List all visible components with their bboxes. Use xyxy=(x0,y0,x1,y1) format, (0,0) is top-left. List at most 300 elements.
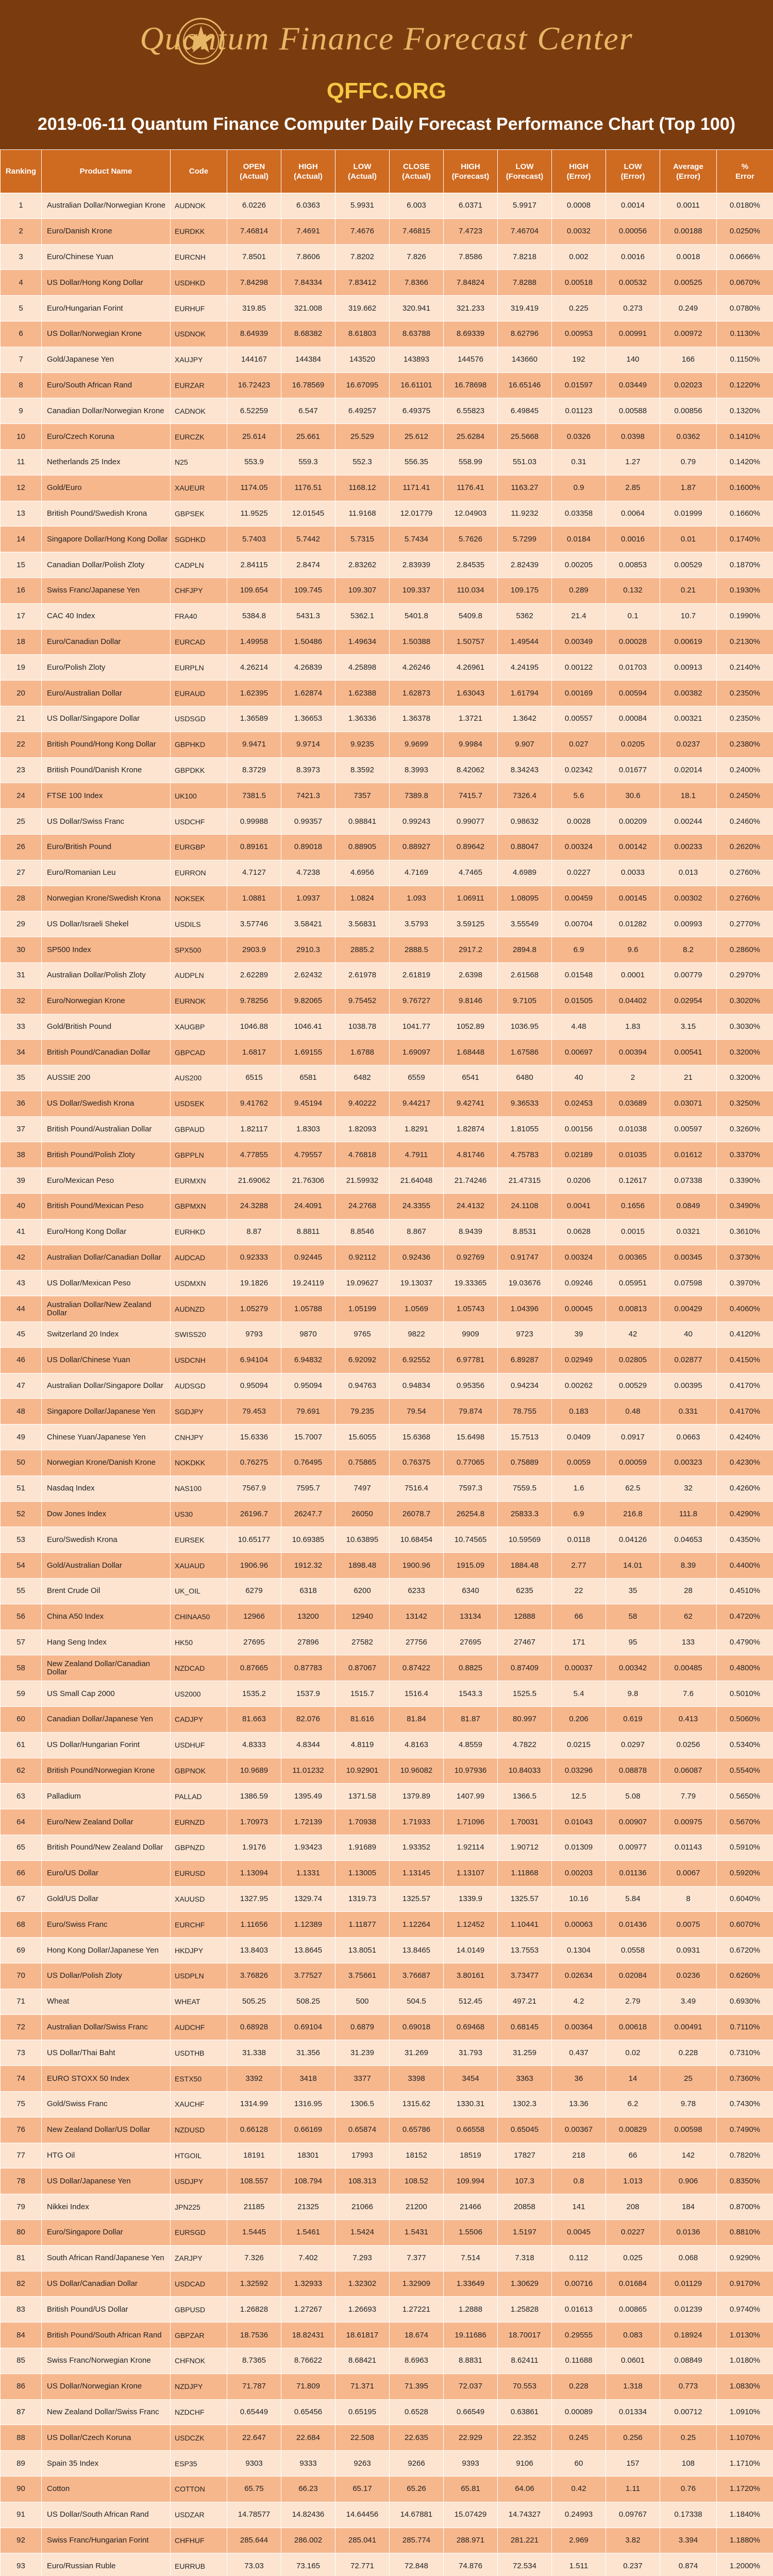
table-row xyxy=(1,218,773,244)
value-cell: 13.7553 xyxy=(498,1938,552,1963)
value-cell: 9.41762 xyxy=(227,1091,281,1116)
value-cell: 16.61101 xyxy=(390,372,444,398)
value-cell: 0.1420% xyxy=(717,449,773,475)
value-cell: 0.00028 xyxy=(606,629,660,655)
value-cell: 5409.8 xyxy=(444,603,498,629)
value-cell: 6541 xyxy=(444,1065,498,1091)
value-cell: 0.65456 xyxy=(281,2399,335,2425)
value-cell: 0.7310% xyxy=(717,2040,773,2066)
code-cell: AUDNZD xyxy=(171,1296,227,1322)
product-name-cell: US Dollar/Singapore Dollar xyxy=(42,706,171,732)
table-row xyxy=(1,2014,773,2040)
value-cell: 1.62388 xyxy=(335,681,390,706)
value-cell: 1.11877 xyxy=(335,1912,390,1938)
value-cell: 0.0227 xyxy=(552,860,606,886)
column-header: Product Name xyxy=(42,150,171,193)
value-cell: 0.0014 xyxy=(606,193,660,219)
product-name-cell: Canadian Dollar/Japanese Yen xyxy=(42,1707,171,1733)
value-cell: 3.77527 xyxy=(281,1963,335,1989)
value-cell: 4.8333 xyxy=(227,1732,281,1758)
value-cell: 27756 xyxy=(390,1630,444,1655)
value-cell: 0.00323 xyxy=(660,1450,717,1476)
value-cell: 4.48 xyxy=(552,1014,606,1040)
value-cell: 1.318 xyxy=(606,2374,660,2399)
value-cell: 0.0326 xyxy=(552,424,606,450)
value-cell: 3398 xyxy=(390,2066,444,2092)
value-cell: 143660 xyxy=(498,347,552,372)
value-cell: 7357 xyxy=(335,783,390,809)
value-cell: 0.94834 xyxy=(390,1373,444,1399)
value-cell: 1327.95 xyxy=(227,1886,281,1912)
value-cell: 73.03 xyxy=(227,2553,281,2576)
value-cell: 0.01597 xyxy=(552,372,606,398)
value-cell: 0.1 xyxy=(606,603,660,629)
value-cell: 1.5431 xyxy=(390,2219,444,2245)
value-cell: 26247.7 xyxy=(281,1501,335,1527)
value-cell: 0.3370% xyxy=(717,1142,773,1168)
value-cell: 0.0398 xyxy=(606,424,660,450)
ranking-cell: 33 xyxy=(1,1014,42,1040)
code-cell: US2000 xyxy=(171,1681,227,1707)
value-cell: 0.92112 xyxy=(335,1245,390,1270)
value-cell: 79.691 xyxy=(281,1399,335,1425)
table-row xyxy=(1,860,773,886)
value-cell: 81.87 xyxy=(444,1707,498,1733)
value-cell: 0.00045 xyxy=(552,1296,606,1322)
product-name-cell: Dow Jones Index xyxy=(42,1501,171,1527)
value-cell: 3418 xyxy=(281,2066,335,2092)
value-cell: 0.66549 xyxy=(444,2399,498,2425)
value-cell: 5.9917 xyxy=(498,193,552,219)
value-cell: 0.02084 xyxy=(606,1963,660,1989)
value-cell: 82.076 xyxy=(281,1707,335,1733)
value-cell: 4.76818 xyxy=(335,1142,390,1168)
value-cell: 3454 xyxy=(444,2066,498,2092)
value-cell: 25.612 xyxy=(390,424,444,450)
ranking-cell: 38 xyxy=(1,1142,42,1168)
value-cell: 0.025 xyxy=(606,2245,660,2271)
value-cell: 0.3260% xyxy=(717,1116,773,1142)
value-cell: 8.68382 xyxy=(281,321,335,347)
value-cell: 0.5060% xyxy=(717,1707,773,1733)
ranking-cell: 57 xyxy=(1,1630,42,1655)
value-cell: 1535.2 xyxy=(227,1681,281,1707)
value-cell: 4.7465 xyxy=(444,860,498,886)
value-cell: 7389.8 xyxy=(390,783,444,809)
table-row xyxy=(1,1194,773,1219)
code-cell: EURPLN xyxy=(171,655,227,681)
value-cell: 11.9525 xyxy=(227,501,281,527)
code-cell: AUDCHF xyxy=(171,2014,227,2040)
code-cell: USDILS xyxy=(171,911,227,937)
value-cell: 2.85 xyxy=(606,475,660,501)
code-cell: EURUSD xyxy=(171,1860,227,1886)
value-cell: 7.83412 xyxy=(335,270,390,296)
product-name-cell: Gold/US Dollar xyxy=(42,1886,171,1912)
ranking-cell: 8 xyxy=(1,372,42,398)
table-row xyxy=(1,1630,773,1655)
value-cell: 0.2860% xyxy=(717,937,773,963)
value-cell: 6.97781 xyxy=(444,1347,498,1373)
value-cell: 321.233 xyxy=(444,296,498,321)
value-cell: 0.2380% xyxy=(717,732,773,757)
value-cell: 1.06911 xyxy=(444,886,498,911)
value-cell: 208 xyxy=(606,2194,660,2220)
ranking-cell: 20 xyxy=(1,681,42,706)
value-cell: 10.7 xyxy=(660,603,717,629)
product-name-cell: US Dollar/Thai Baht xyxy=(42,2040,171,2066)
value-cell: 143520 xyxy=(335,347,390,372)
value-cell: 6200 xyxy=(335,1579,390,1604)
value-cell: 5384.8 xyxy=(227,603,281,629)
ranking-cell: 85 xyxy=(1,2348,42,2374)
code-cell: USDCNH xyxy=(171,1347,227,1373)
value-cell: 0.00529 xyxy=(606,1373,660,1399)
value-cell: 9870 xyxy=(281,1322,335,1348)
table-row xyxy=(1,629,773,655)
value-cell: 0.4060% xyxy=(717,1296,773,1322)
value-cell: 6.89287 xyxy=(498,1347,552,1373)
value-cell: 1.1720% xyxy=(717,2476,773,2502)
ranking-cell: 86 xyxy=(1,2374,42,2399)
value-cell: 24.2768 xyxy=(335,1194,390,1219)
value-cell: 1366.5 xyxy=(498,1784,552,1809)
site-url[interactable]: QFFC.ORG xyxy=(326,78,447,104)
value-cell: 2888.5 xyxy=(390,937,444,963)
product-name-cell: Norwegian Krone/Swedish Krona xyxy=(42,886,171,911)
value-cell: 8 xyxy=(660,1886,717,1912)
value-cell: 10.59569 xyxy=(498,1527,552,1553)
value-cell: 0.6720% xyxy=(717,1938,773,1963)
value-cell: 19.24119 xyxy=(281,1270,335,1296)
value-cell: 0.95094 xyxy=(281,1373,335,1399)
code-cell: ZARJPY xyxy=(171,2245,227,2271)
value-cell: 1.5424 xyxy=(335,2219,390,2245)
value-cell: 26078.7 xyxy=(390,1501,444,1527)
value-cell: 6480 xyxy=(498,1065,552,1091)
ranking-cell: 26 xyxy=(1,834,42,860)
code-cell: US30 xyxy=(171,1501,227,1527)
value-cell: 1306.5 xyxy=(335,2091,390,2117)
value-cell: 8.9439 xyxy=(444,1219,498,1245)
value-cell: 8.8531 xyxy=(498,1219,552,1245)
table-row xyxy=(1,296,773,321)
value-cell: 1900.96 xyxy=(390,1553,444,1579)
value-cell: 0.0362 xyxy=(660,424,717,450)
table-row xyxy=(1,1912,773,1938)
ranking-cell: 69 xyxy=(1,1938,42,1963)
code-cell: SPX500 xyxy=(171,937,227,963)
value-cell: 9.9984 xyxy=(444,732,498,757)
value-cell: 0.6040% xyxy=(717,1886,773,1912)
value-cell: 10.96082 xyxy=(390,1758,444,1784)
value-cell: 10.84033 xyxy=(498,1758,552,1784)
value-cell: 2917.2 xyxy=(444,937,498,963)
value-cell: 79.453 xyxy=(227,1399,281,1425)
value-cell: 1.70973 xyxy=(227,1809,281,1835)
value-cell: 7.326 xyxy=(227,2245,281,2271)
value-cell: 288.971 xyxy=(444,2528,498,2553)
value-cell: 16.72423 xyxy=(227,372,281,398)
value-cell: 1329.74 xyxy=(281,1886,335,1912)
ranking-cell: 50 xyxy=(1,1450,42,1476)
value-cell: 0.76275 xyxy=(227,1450,281,1476)
value-cell: 1168.12 xyxy=(335,475,390,501)
value-cell: 1.5461 xyxy=(281,2219,335,2245)
value-cell: 4.26246 xyxy=(390,655,444,681)
value-cell: 71.371 xyxy=(335,2374,390,2399)
value-cell: 0.92445 xyxy=(281,1245,335,1270)
value-cell: 66 xyxy=(606,2143,660,2168)
value-cell: 0.0849 xyxy=(660,1194,717,1219)
ranking-cell: 66 xyxy=(1,1860,42,1886)
table-row xyxy=(1,681,773,706)
product-name-cell: AUSSIE 200 xyxy=(42,1065,171,1091)
value-cell: 0.02 xyxy=(606,2040,660,2066)
code-cell: EURAUD xyxy=(171,681,227,706)
table-row xyxy=(1,1938,773,1963)
product-name-cell: British Pound/Australian Dollar xyxy=(42,1116,171,1142)
value-cell: 9793 xyxy=(227,1322,281,1348)
value-cell: 1371.58 xyxy=(335,1784,390,1809)
value-cell: 60 xyxy=(552,2451,606,2477)
value-cell: 19.33365 xyxy=(444,1270,498,1296)
value-cell: 0.00459 xyxy=(552,886,606,911)
value-cell: 19.09627 xyxy=(335,1270,390,1296)
value-cell: 0.2460% xyxy=(717,809,773,835)
value-cell: 1.50388 xyxy=(390,629,444,655)
table-row xyxy=(1,1989,773,2014)
value-cell: 72.037 xyxy=(444,2374,498,2399)
value-cell: 0.00977 xyxy=(606,1835,660,1861)
code-cell: USDCAD xyxy=(171,2271,227,2297)
value-cell: 6482 xyxy=(335,1065,390,1091)
value-cell: 12.5 xyxy=(552,1784,606,1809)
product-name-cell: Cotton xyxy=(42,2476,171,2502)
value-cell: 0.02634 xyxy=(552,1963,606,1989)
value-cell: 0.08849 xyxy=(660,2348,717,2374)
value-cell: 0.0250% xyxy=(717,218,773,244)
value-cell: 0.1930% xyxy=(717,578,773,603)
value-cell: 0.00365 xyxy=(606,1245,660,1270)
value-cell: 1.27267 xyxy=(281,2297,335,2323)
code-cell: USDJPY xyxy=(171,2168,227,2194)
value-cell: 1.2888 xyxy=(444,2297,498,2323)
value-cell: 1.49634 xyxy=(335,629,390,655)
value-cell: 0.00302 xyxy=(660,886,717,911)
product-name-cell: British Pound/Mexican Peso xyxy=(42,1194,171,1219)
value-cell: 0.08878 xyxy=(606,1758,660,1784)
product-name-cell: Euro/Mexican Peso xyxy=(42,1168,171,1194)
value-cell: 1.32933 xyxy=(281,2271,335,2297)
value-cell: 0.76375 xyxy=(390,1450,444,1476)
ranking-cell: 88 xyxy=(1,2425,42,2451)
value-cell: 0.01239 xyxy=(660,2297,717,2323)
value-cell: 218 xyxy=(552,2143,606,2168)
value-cell: 0.00532 xyxy=(606,270,660,296)
value-cell: 0.00324 xyxy=(552,1245,606,1270)
product-name-cell: Norwegian Krone/Danish Krone xyxy=(42,1450,171,1476)
value-cell: 0.75865 xyxy=(335,1450,390,1476)
ranking-cell: 82 xyxy=(1,2271,42,2297)
value-cell: 0.7490% xyxy=(717,2117,773,2143)
value-cell: 19.03676 xyxy=(498,1270,552,1296)
product-name-cell: Euro/Danish Krone xyxy=(42,218,171,244)
code-cell: EURRUB xyxy=(171,2553,227,2576)
value-cell: 7567.9 xyxy=(227,1476,281,1501)
table-row xyxy=(1,1860,773,1886)
product-name-cell: Swiss Franc/Norwegian Krone xyxy=(42,2348,171,2374)
value-cell: 14 xyxy=(606,2066,660,2092)
value-cell: 0.6528 xyxy=(390,2399,444,2425)
value-cell: 1.3721 xyxy=(444,706,498,732)
product-name-cell: US Dollar/Hungarian Forint xyxy=(42,1732,171,1758)
value-cell: 0.05951 xyxy=(606,1270,660,1296)
value-cell: 42 xyxy=(606,1322,660,1348)
product-name-cell: US Dollar/South African Rand xyxy=(42,2502,171,2528)
table-row xyxy=(1,449,773,475)
value-cell: 319.419 xyxy=(498,296,552,321)
value-cell: 4.24195 xyxy=(498,655,552,681)
value-cell: 65.17 xyxy=(335,2476,390,2502)
table-row xyxy=(1,552,773,578)
ranking-cell: 40 xyxy=(1,1194,42,1219)
product-name-cell: Euro/Swedish Krona xyxy=(42,1527,171,1553)
value-cell: 0.225 xyxy=(552,296,606,321)
value-cell: 0.0018 xyxy=(660,244,717,270)
value-cell: 1176.51 xyxy=(281,475,335,501)
value-cell: 9.44217 xyxy=(390,1091,444,1116)
value-cell: 0.09246 xyxy=(552,1270,606,1296)
value-cell: 1.32592 xyxy=(227,2271,281,2297)
value-cell: 0.00529 xyxy=(660,552,717,578)
value-cell: 0.03358 xyxy=(552,501,606,527)
ranking-cell: 31 xyxy=(1,962,42,988)
table-row xyxy=(1,1476,773,1501)
value-cell: 0.04126 xyxy=(606,1527,660,1553)
value-cell: 10.65177 xyxy=(227,1527,281,1553)
value-cell: 27695 xyxy=(227,1630,281,1655)
product-name-cell: Euro/Czech Koruna xyxy=(42,424,171,450)
ranking-cell: 32 xyxy=(1,988,42,1014)
value-cell: 12940 xyxy=(335,1604,390,1630)
value-cell: 0.331 xyxy=(660,1399,717,1425)
value-cell: 1.05279 xyxy=(227,1296,281,1322)
value-cell: 8.8831 xyxy=(444,2348,498,2374)
value-cell: 0.00205 xyxy=(552,552,606,578)
code-cell: NZDCAD xyxy=(171,1655,227,1681)
value-cell: 0.87067 xyxy=(335,1655,390,1681)
product-name-cell: New Zealand Dollar/Canadian Dollar xyxy=(42,1655,171,1681)
value-cell: 1.6817 xyxy=(227,1040,281,1065)
product-name-cell: CAC 40 Index xyxy=(42,603,171,629)
value-cell: 166 xyxy=(660,347,717,372)
value-cell: 0.00541 xyxy=(660,1040,717,1065)
value-cell: 0.5340% xyxy=(717,1732,773,1758)
value-cell: 0.63861 xyxy=(498,2399,552,2425)
value-cell: 0.068 xyxy=(660,2245,717,2271)
table-row xyxy=(1,1681,773,1707)
value-cell: 0.89161 xyxy=(227,834,281,860)
value-cell: 26050 xyxy=(335,1501,390,1527)
value-cell: 1.36653 xyxy=(281,706,335,732)
value-cell: 6515 xyxy=(227,1065,281,1091)
value-cell: 15.6368 xyxy=(390,1425,444,1450)
ranking-cell: 46 xyxy=(1,1347,42,1373)
value-cell: 0.01613 xyxy=(552,2297,606,2323)
value-cell: 0.09767 xyxy=(606,2502,660,2528)
value-cell: 1407.99 xyxy=(444,1784,498,1809)
value-cell: 4.26839 xyxy=(281,655,335,681)
code-cell: USDHUF xyxy=(171,1732,227,1758)
value-cell: 24.1108 xyxy=(498,1194,552,1219)
value-cell: 0.00169 xyxy=(552,681,606,706)
product-name-cell: Canadian Dollar/Polish Zloty xyxy=(42,552,171,578)
value-cell: 6340 xyxy=(444,1579,498,1604)
value-cell: 1.68448 xyxy=(444,1040,498,1065)
value-cell: 7.8366 xyxy=(390,270,444,296)
value-cell: 1174.05 xyxy=(227,475,281,501)
product-name-cell: Hong Kong Dollar/Japanese Yen xyxy=(42,1938,171,1963)
value-cell: 10.97936 xyxy=(444,1758,498,1784)
code-cell: XAUCHF xyxy=(171,2091,227,2117)
ranking-cell: 76 xyxy=(1,2117,42,2143)
value-cell: 79.874 xyxy=(444,1399,498,1425)
product-name-cell: Gold/Australian Dollar xyxy=(42,1553,171,1579)
table-row xyxy=(1,1270,773,1296)
product-name-cell: Australian Dollar/Canadian Dollar xyxy=(42,1245,171,1270)
value-cell: 0.0256 xyxy=(660,1732,717,1758)
value-cell: 1.61794 xyxy=(498,681,552,706)
code-cell: HK50 xyxy=(171,1630,227,1655)
code-cell: UK100 xyxy=(171,783,227,809)
value-cell: 0.9 xyxy=(552,475,606,501)
value-cell: 71.809 xyxy=(281,2374,335,2399)
value-cell: 5.7315 xyxy=(335,527,390,552)
ranking-cell: 58 xyxy=(1,1655,42,1681)
value-cell: 18.82431 xyxy=(281,2323,335,2348)
value-cell: 1.3642 xyxy=(498,706,552,732)
ranking-cell: 81 xyxy=(1,2245,42,2271)
value-cell: 0.68145 xyxy=(498,2014,552,2040)
value-cell: 6.49257 xyxy=(335,398,390,424)
value-cell: 0.01143 xyxy=(660,1835,717,1861)
code-cell: EURCHF xyxy=(171,1912,227,1938)
value-cell: 22.929 xyxy=(444,2425,498,2451)
value-cell: 7.6 xyxy=(660,1681,717,1707)
ranking-cell: 63 xyxy=(1,1784,42,1809)
column-header: OPEN (Actual) xyxy=(227,150,281,193)
value-cell: 2.83262 xyxy=(335,552,390,578)
table-row xyxy=(1,270,773,296)
value-cell: 9263 xyxy=(335,2451,390,2477)
table-row xyxy=(1,372,773,398)
value-cell: 0.1220% xyxy=(717,372,773,398)
value-cell: 1.13145 xyxy=(390,1860,444,1886)
value-cell: 31.338 xyxy=(227,2040,281,2066)
value-cell: 0.69104 xyxy=(281,2014,335,2040)
column-header: Ranking xyxy=(1,150,42,193)
value-cell: 7.826 xyxy=(390,244,444,270)
product-name-cell: Brent Crude Oil xyxy=(42,1579,171,1604)
value-cell: 9.76727 xyxy=(390,988,444,1014)
value-cell: 0.88905 xyxy=(335,834,390,860)
value-cell: 18.70017 xyxy=(498,2323,552,2348)
value-cell: 5.7626 xyxy=(444,527,498,552)
ranking-cell: 42 xyxy=(1,1245,42,1270)
ranking-cell: 80 xyxy=(1,2219,42,2245)
value-cell: 0.65195 xyxy=(335,2399,390,2425)
